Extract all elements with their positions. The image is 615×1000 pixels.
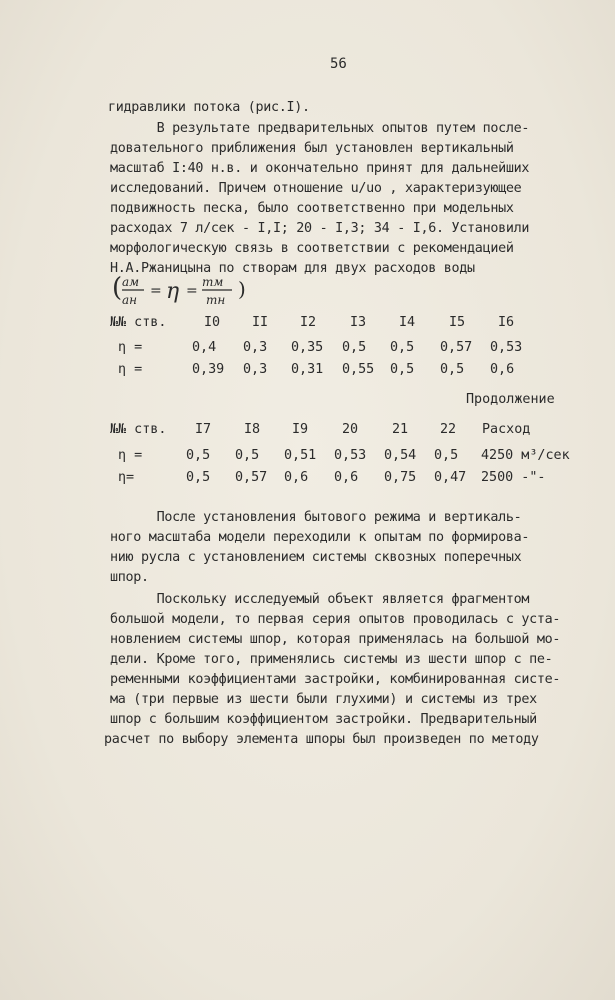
formula-a-bot: ан bbox=[122, 293, 138, 307]
text-line: ма (три первые из шести были глухими) и системы из трех bbox=[110, 692, 537, 707]
table-2-cell: 0,5 bbox=[186, 470, 211, 485]
text-line: исследований. Причем отношение u/uо , характеризующее bbox=[110, 181, 522, 196]
table-2-header-label: №№ ств. bbox=[110, 422, 167, 437]
table-1-col: I5 bbox=[449, 315, 466, 330]
table-1-cell: 0,31 bbox=[291, 362, 324, 377]
table-1-col: I0 bbox=[204, 315, 221, 330]
formula-open-paren: ( bbox=[112, 273, 123, 303]
table-2-cell: 0,6 bbox=[334, 470, 359, 485]
formula-m-bot: mн bbox=[206, 293, 226, 307]
table-2-cell: 0,57 bbox=[235, 470, 268, 485]
text-line: довательного приближения был установлен вертикальный bbox=[110, 141, 514, 156]
table-2-col: I9 bbox=[292, 422, 309, 437]
table-2-cell: 0,5 bbox=[235, 448, 260, 463]
table-1-row2-label: η = bbox=[118, 362, 143, 377]
morphology-formula bbox=[110, 272, 270, 308]
table-2-col: I8 bbox=[244, 422, 261, 437]
table-2-cell: 0,51 bbox=[284, 448, 317, 463]
table-2-col: I7 bbox=[195, 422, 212, 437]
table-1-cell: 0,55 bbox=[342, 362, 375, 377]
table-1-cell: 0,35 bbox=[291, 340, 324, 355]
page-number: 56 bbox=[330, 56, 347, 72]
table-2-col: 20 bbox=[342, 422, 359, 437]
text-line: шпор с большим коэффициентом застройки. Предварительный bbox=[110, 712, 537, 727]
formula-eta: η bbox=[166, 279, 180, 304]
table-1-col: II bbox=[252, 315, 269, 330]
table-2-cell: 0,6 bbox=[284, 470, 309, 485]
formula-eq-2: = bbox=[186, 283, 198, 299]
table-2-cell: 2500 -"- bbox=[481, 470, 546, 485]
table-1-row1-label: η = bbox=[118, 340, 143, 355]
table-2-cell: 4250 м³/сек bbox=[481, 448, 570, 463]
text-line: ного масштаба модели переходили к опытам по формирова- bbox=[110, 530, 530, 545]
text-line: После установления бытового режима и вертикаль- bbox=[110, 510, 522, 525]
table-1-cell: 0,5 bbox=[440, 362, 465, 377]
formula-eq-1: = bbox=[150, 283, 162, 299]
table-1-cell: 0,57 bbox=[440, 340, 473, 355]
table-2-col: 21 bbox=[392, 422, 409, 437]
text-line: новлением системы шпор, которая применялась на большой мо- bbox=[110, 632, 561, 647]
table-2-col: 22 bbox=[440, 422, 457, 437]
table-1-cell: 0,3 bbox=[243, 362, 268, 377]
table-1-header-label: №№ ств. bbox=[110, 315, 167, 330]
table-1-cell: 0,5 bbox=[342, 340, 367, 355]
table-1-cell: 0,3 bbox=[243, 340, 268, 355]
table-2-row2-label: η= bbox=[118, 470, 135, 485]
table-2-cell: 0,53 bbox=[334, 448, 367, 463]
text-line: масштаб I:40 н.в. и окончательно принят для дальнейших bbox=[110, 161, 530, 176]
text-line: гидравлики потока (рис.I). bbox=[108, 100, 310, 115]
text-line: подвижность песка, было соответственно при модельных bbox=[110, 201, 514, 216]
table-1-cell: 0,39 bbox=[192, 362, 225, 377]
table-2-cell: 0,47 bbox=[434, 470, 467, 485]
formula-m-top: mм bbox=[202, 275, 224, 289]
formula-close-paren: ) bbox=[238, 277, 246, 301]
text-line: дели. Кроме того, применялись системы из шести шпор с пе- bbox=[110, 652, 553, 667]
text-line: расходах 7 л/сек - I,I; 20 - I,3; 34 - I,6. Установили bbox=[110, 221, 530, 236]
table-1-cell: 0,5 bbox=[390, 362, 415, 377]
table-1-col: I6 bbox=[498, 315, 515, 330]
text-line: В результате предварительных опытов путем после- bbox=[110, 121, 530, 136]
text-line: большой модели, то первая серия опытов проводилась с уста- bbox=[110, 612, 561, 627]
table-2-row1-label: η = bbox=[118, 448, 143, 463]
table-1-col: I4 bbox=[399, 315, 416, 330]
table-1-cell: 0,53 bbox=[490, 340, 523, 355]
table-2-cell: 0,5 bbox=[434, 448, 459, 463]
text-line: нию русла с установлением системы сквозных поперечных bbox=[110, 550, 522, 565]
table-1-col: I3 bbox=[350, 315, 367, 330]
text-line: ременными коэффициентами застройки, комбинированная систе- bbox=[110, 672, 561, 687]
text-line: Поскольку исследуемый объект является фрагментом bbox=[110, 592, 530, 607]
text-line: расчет по выбору элемента шпоры был произведен по методу bbox=[104, 732, 539, 747]
table-2-cell: 0,5 bbox=[186, 448, 211, 463]
table-2-cell: 0,54 bbox=[384, 448, 417, 463]
text-line: морфологическую связь в соответствии с рекомендацией bbox=[110, 241, 514, 256]
text-line: шпор. bbox=[110, 570, 149, 585]
table-2-col: Расход bbox=[482, 422, 531, 437]
table-1-col: I2 bbox=[300, 315, 317, 330]
formula-a-top: ам bbox=[122, 275, 140, 289]
continuation-label: Продолжение bbox=[466, 392, 555, 407]
table-1-cell: 0,6 bbox=[490, 362, 515, 377]
table-1-cell: 0,4 bbox=[192, 340, 217, 355]
table-2-cell: 0,75 bbox=[384, 470, 417, 485]
table-1-cell: 0,5 bbox=[390, 340, 415, 355]
text-line: Н.А.Ржаницына по створам для двух расходов воды bbox=[110, 261, 475, 276]
